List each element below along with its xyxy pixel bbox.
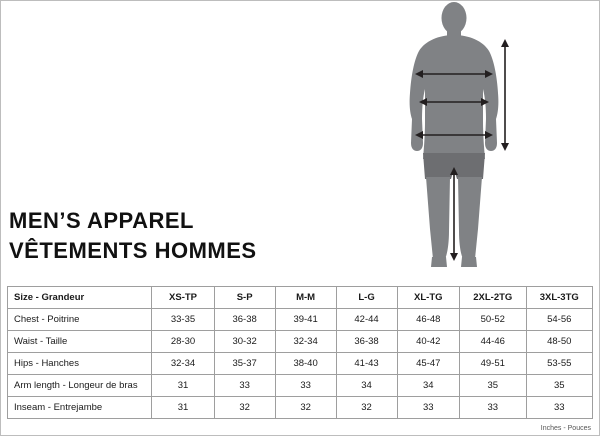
table-row bbox=[8, 375, 593, 397]
cell-arm-xs: 31 bbox=[152, 375, 214, 397]
cell-inseam-m: 32 bbox=[275, 397, 336, 419]
header-size-2xl: 2XL-2TG bbox=[460, 287, 526, 309]
table-row bbox=[8, 331, 593, 353]
cell-arm-m: 33 bbox=[275, 375, 336, 397]
header-size-xl: XL-TG bbox=[397, 287, 460, 309]
title-english: MEN’S APPAREL bbox=[9, 208, 194, 233]
header-size-m: M-M bbox=[275, 287, 336, 309]
cell-waist-3xl: 48-50 bbox=[526, 331, 593, 353]
cell-inseam-3xl: 33 bbox=[526, 397, 593, 419]
row-label-waist: Waist - Taille bbox=[8, 331, 152, 353]
row-label-chest: Chest - Poitrine bbox=[8, 309, 152, 331]
cell-inseam-xl: 33 bbox=[397, 397, 460, 419]
cell-hips-xs: 32-34 bbox=[152, 353, 214, 375]
table-row bbox=[8, 309, 593, 331]
table-header-row bbox=[8, 287, 593, 309]
header-size-l: L-G bbox=[336, 287, 397, 309]
cell-chest-l: 42-44 bbox=[336, 309, 397, 331]
header-size-label: Size - Grandeur bbox=[8, 287, 152, 309]
cell-arm-s: 33 bbox=[214, 375, 275, 397]
cell-inseam-s: 32 bbox=[214, 397, 275, 419]
table-row bbox=[8, 353, 593, 375]
cell-waist-2xl: 44-46 bbox=[460, 331, 526, 353]
cell-chest-s: 36-38 bbox=[214, 309, 275, 331]
header-size-3xl: 3XL-3TG bbox=[526, 287, 593, 309]
units-footnote: Inches - Pouces bbox=[540, 425, 591, 432]
cell-hips-s: 35-37 bbox=[214, 353, 275, 375]
cell-waist-m: 32-34 bbox=[275, 331, 336, 353]
cell-chest-m: 39-41 bbox=[275, 309, 336, 331]
table-row bbox=[8, 397, 593, 419]
cell-waist-l: 36-38 bbox=[336, 331, 397, 353]
row-label-hips: Hips - Hanches bbox=[8, 353, 152, 375]
cell-inseam-l: 32 bbox=[336, 397, 397, 419]
cell-chest-2xl: 50-52 bbox=[460, 309, 526, 331]
cell-waist-xs: 28-30 bbox=[152, 331, 214, 353]
cell-arm-3xl: 35 bbox=[526, 375, 593, 397]
cell-chest-xl: 46-48 bbox=[397, 309, 460, 331]
cell-hips-l: 41-43 bbox=[336, 353, 397, 375]
cell-inseam-2xl: 33 bbox=[460, 397, 526, 419]
row-label-inseam: Inseam - Entrejambe bbox=[8, 397, 152, 419]
cell-inseam-xs: 31 bbox=[152, 397, 214, 419]
cell-waist-xl: 40-42 bbox=[397, 331, 460, 353]
cell-chest-3xl: 54-56 bbox=[526, 309, 593, 331]
row-label-arm-length: Arm length - Longeur de bras bbox=[8, 375, 152, 397]
page-title bbox=[9, 206, 429, 266]
cell-arm-2xl: 35 bbox=[460, 375, 526, 397]
cell-chest-xs: 33-35 bbox=[152, 309, 214, 331]
cell-arm-l: 34 bbox=[336, 375, 397, 397]
cell-hips-m: 38-40 bbox=[275, 353, 336, 375]
cell-arm-xl: 34 bbox=[397, 375, 460, 397]
cell-hips-2xl: 49-51 bbox=[460, 353, 526, 375]
size-chart-table bbox=[7, 286, 593, 419]
header-size-s: S-P bbox=[214, 287, 275, 309]
cell-hips-3xl: 53-55 bbox=[526, 353, 593, 375]
title-french: VÊTEMENTS HOMMES bbox=[9, 238, 257, 263]
cell-waist-s: 30-32 bbox=[214, 331, 275, 353]
header-size-xs: XS-TP bbox=[152, 287, 214, 309]
cell-hips-xl: 45-47 bbox=[397, 353, 460, 375]
